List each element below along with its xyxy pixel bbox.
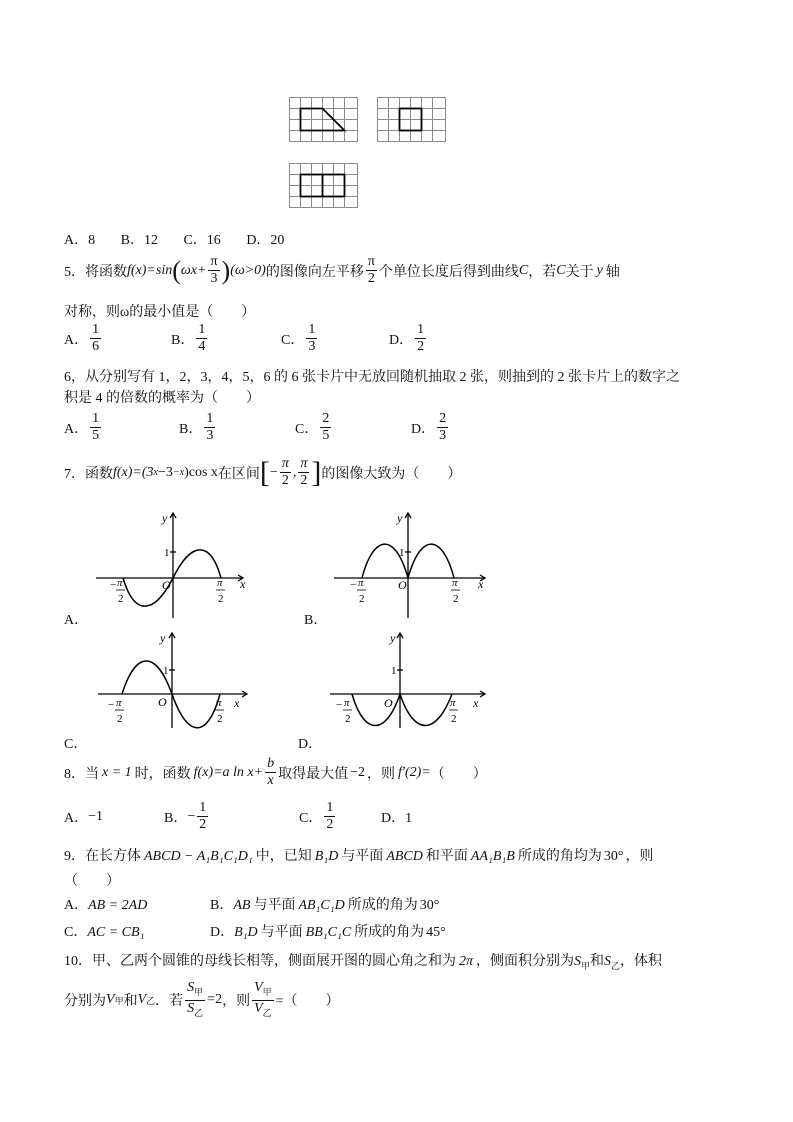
q7-interval-right: $\frac{\pi}{2}$ <box>300 456 308 488</box>
q9-option-a: A．AB = 2AD <box>64 898 148 913</box>
svg-text:π: π <box>116 697 122 709</box>
q5-option-b: $\frac{1}{4}$ <box>198 322 206 354</box>
q5-omega-x: ωx+ <box>180 262 207 278</box>
svg-text:y: y <box>162 511 168 525</box>
svg-text:1: 1 <box>164 547 170 559</box>
q4-option-d: D．20 <box>246 233 285 248</box>
svg-text:π: π <box>452 577 458 589</box>
q7-stem: 7．函数 f(x)=(3 x −3 −x )cos x 在区间 [ − $\frac{\pi}{2}$ , $\frac{\pi}{2}$ ] 的图像大致为（ ） <box>64 455 462 489</box>
three-view-top <box>289 163 359 209</box>
svg-text:−: − <box>110 579 117 591</box>
svg-text:O: O <box>158 695 167 709</box>
three-view-side <box>377 97 447 143</box>
svg-text:1: 1 <box>163 665 169 677</box>
q7-graph-c <box>96 630 252 730</box>
q8-option-b: $\frac{1}{2}$ <box>199 800 207 832</box>
q7-graph-a <box>90 508 250 620</box>
q8-options: A． −1 B． − $\frac{1}{2}$ C． $\frac{1}{2}$ D．1 <box>64 800 413 832</box>
svg-text:2: 2 <box>118 593 124 605</box>
q10-volume-ratio: $\frac{V_甲}{V_乙}$ <box>254 980 272 1018</box>
q5-tail: 个单位长度后得到曲线 <box>378 264 519 280</box>
q5-mid: 的图像向左平移 <box>265 264 364 280</box>
q7-number: 7．函数 <box>64 466 113 482</box>
q6-option-b: $\frac{1}{3}$ <box>206 411 214 443</box>
q9-option-c: C．AC = CB₁ <box>64 925 145 940</box>
q8-option-d: D．1 <box>381 810 413 826</box>
q7-option-d-label: D． <box>298 737 323 752</box>
svg-text:1: 1 <box>391 665 397 677</box>
q6-line2: 积是 4 的倍数的概率为（ ） <box>64 391 260 406</box>
svg-text:π: π <box>344 697 350 709</box>
svg-text:x: x <box>234 696 240 710</box>
q8-stem: 8．当 x = 1 时，函数 f(x)=a ln x+ $\frac{b}{x}$ 取得最大值 −2 ，则 f′(2)= （ ） <box>64 756 487 788</box>
q8-option-c: $\frac{1}{2}$ <box>326 800 334 832</box>
q7-option-b-label: B． <box>304 613 328 628</box>
q9-stem: 9．在长方体 ABCD − A₁B₁C₁D₁ 中，已知 B₁D 与平面 ABCD 和平面 AA₁B₁B 所成的角均为 30° ，则 <box>64 849 654 864</box>
q5-line1: 5．将函数 f(x)=sin ( ωx+ $\frac{\pi}{3}$ ) (ω>0) 的图像向左平移 $\frac{\pi}{2}$ 个单位长度后得到曲线 C ，若 C 关于 y 轴 <box>64 254 620 286</box>
svg-text:x: x <box>240 577 246 591</box>
q4-option-a: A．8 <box>64 233 96 248</box>
svg-text:y: y <box>160 631 166 645</box>
svg-text:π: π <box>216 697 222 709</box>
svg-text:O: O <box>384 696 393 710</box>
svg-text:x: x <box>473 696 479 710</box>
q5-phase-fraction: $\frac{\pi}{3}$ <box>210 254 218 286</box>
q8-number: 8．当 <box>64 766 99 782</box>
q7-option-c-label: C． <box>64 737 88 752</box>
svg-text:−: − <box>108 699 115 711</box>
q10-line2: 分别为 V 甲 和 V 乙 ．若 $\frac{S_甲}{S_乙}$ =2 ，则 $\frac{V_甲}{V_乙}$ =（ ） <box>64 980 340 1021</box>
svg-text:2: 2 <box>359 593 365 605</box>
q5-line2: 对称，则ω的最小值是（ ） <box>64 305 256 320</box>
q5-option-d: $\frac{1}{2}$ <box>417 322 425 354</box>
q10-line1: 10．甲、乙两个圆锥的母线长相等，侧面展开图的圆心角之和为 2π ，侧面积分别为$S_甲$和$S_乙$，体积 <box>64 954 663 971</box>
q6-option-d: $\frac{2}{3}$ <box>439 411 447 443</box>
svg-text:π: π <box>450 697 456 709</box>
svg-text:2: 2 <box>218 593 224 605</box>
q5-options: A． $\frac{1}{6}$ B． $\frac{1}{4}$ C． $\frac{1}{3}$ D． $\frac{1}{2}$ <box>64 322 425 354</box>
q5-option-a: $\frac{1}{6}$ <box>92 322 100 354</box>
svg-text:2: 2 <box>217 713 223 725</box>
svg-text:2: 2 <box>117 713 123 725</box>
q7-interval-left: $\frac{\pi}{2}$ <box>281 456 289 488</box>
q8-fraction: $\frac{b}{x}$ <box>267 756 275 788</box>
svg-text:y: y <box>390 631 396 645</box>
q6-option-a: $\frac{1}{5}$ <box>92 411 100 443</box>
svg-text:2: 2 <box>345 713 351 725</box>
svg-text:−: − <box>336 699 343 711</box>
svg-text:2: 2 <box>451 713 457 725</box>
svg-text:π: π <box>358 577 364 589</box>
svg-text:2: 2 <box>453 593 459 605</box>
svg-text:y: y <box>397 511 403 525</box>
q5-option-c: $\frac{1}{3}$ <box>308 322 316 354</box>
q7-graph-d <box>328 630 488 730</box>
svg-text:−: − <box>350 579 357 591</box>
svg-text:O: O <box>398 578 407 592</box>
svg-text:1: 1 <box>399 547 405 559</box>
svg-text:O: O <box>162 578 171 592</box>
q6-options: A． $\frac{1}{5}$ B． $\frac{1}{3}$ C． $\frac{2}{5}$ D． $\frac{2}{3}$ <box>64 411 447 443</box>
svg-text:x: x <box>478 577 484 591</box>
svg-text:π: π <box>217 577 223 589</box>
q4-option-b: B．12 <box>120 233 158 248</box>
q6-line1: 6，从分别写有 1，2，3，4，5，6 的 6 张卡片中无放回随机抽取 2 张，则抽到的 2 张卡片上的数字之 <box>64 370 680 385</box>
q4-option-c: C．16 <box>183 233 221 248</box>
q10-area-ratio: $\frac{S_甲}{S_乙}$ <box>187 980 204 1018</box>
q7-graph-b <box>328 508 490 620</box>
q8-option-a: −1 <box>88 808 104 824</box>
q4-options <box>64 229 284 249</box>
q5-number: 5．将函数 <box>64 264 127 280</box>
three-view-front <box>289 97 359 143</box>
q9-paren: （ ） <box>64 874 120 889</box>
q6-option-c: $\frac{2}{5}$ <box>322 411 330 443</box>
q5-shift-fraction: $\frac{\pi}{2}$ <box>367 254 375 286</box>
q7-option-a-label: A． <box>64 613 89 628</box>
svg-text:π: π <box>117 577 123 589</box>
q5-condition: (ω>0) <box>230 262 266 278</box>
q5-fx: f(x)=sin <box>127 262 173 278</box>
q9-option-d: D．B₁D 与平面 BB₁C₁C 所成的角为 45° <box>210 925 446 940</box>
q9-option-b: B．AB 与平面 AB₁C₁D 所成的角为 30° <box>210 898 440 913</box>
